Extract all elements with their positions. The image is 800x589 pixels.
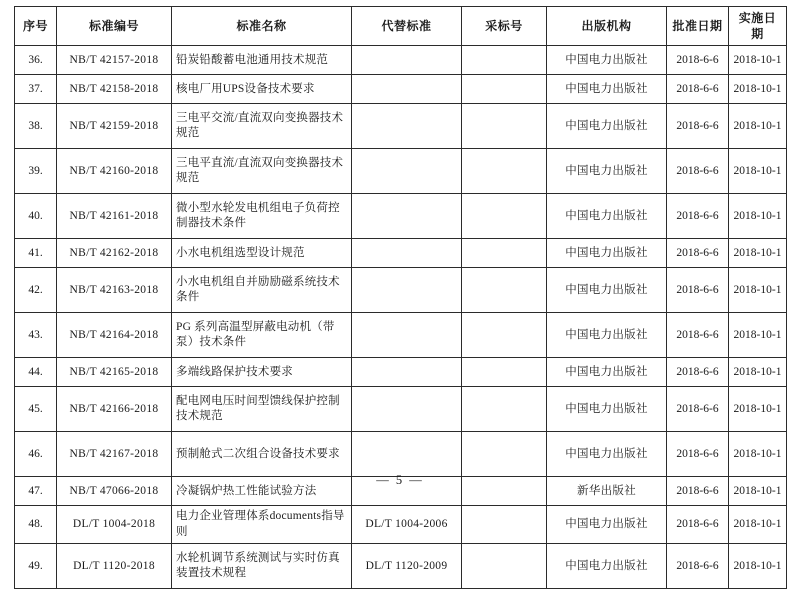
cell-adopt bbox=[462, 387, 547, 432]
column-header-seq: 序号 bbox=[15, 7, 57, 46]
cell-adopt bbox=[462, 313, 547, 358]
cell-name: 预制舱式二次组合设备技术要求 bbox=[172, 432, 352, 477]
column-header-effective: 实施日期 bbox=[729, 7, 787, 46]
cell-code: NB/T 42167-2018 bbox=[57, 432, 172, 477]
cell-code: NB/T 47066-2018 bbox=[57, 477, 172, 506]
cell-name: 小水电机组自并励励磁系统技术条件 bbox=[172, 268, 352, 313]
cell-code: DL/T 1004-2018 bbox=[57, 506, 172, 544]
cell-replace bbox=[352, 387, 462, 432]
cell-approved: 2018-6-6 bbox=[667, 194, 729, 239]
cell-publisher: 中国电力出版社 bbox=[547, 194, 667, 239]
cell-seq: 37. bbox=[15, 75, 57, 104]
cell-adopt bbox=[462, 268, 547, 313]
cell-effective: 2018-10-1 bbox=[729, 75, 787, 104]
cell-replace bbox=[352, 194, 462, 239]
cell-effective: 2018-10-1 bbox=[729, 104, 787, 149]
cell-replace bbox=[352, 75, 462, 104]
cell-replace bbox=[352, 432, 462, 477]
cell-adopt bbox=[462, 194, 547, 239]
table-row bbox=[15, 313, 787, 358]
cell-effective: 2018-10-1 bbox=[729, 149, 787, 194]
cell-effective: 2018-10-1 bbox=[729, 239, 787, 268]
cell-code: NB/T 42159-2018 bbox=[57, 104, 172, 149]
cell-approved: 2018-6-6 bbox=[667, 104, 729, 149]
table-row bbox=[15, 75, 787, 104]
cell-code: NB/T 42164-2018 bbox=[57, 313, 172, 358]
cell-effective: 2018-10-1 bbox=[729, 387, 787, 432]
cell-publisher: 中国电力出版社 bbox=[547, 149, 667, 194]
cell-effective: 2018-10-1 bbox=[729, 194, 787, 239]
cell-adopt bbox=[462, 358, 547, 387]
cell-replace bbox=[352, 358, 462, 387]
column-header-adopt: 采标号 bbox=[462, 7, 547, 46]
cell-code: NB/T 42165-2018 bbox=[57, 358, 172, 387]
cell-approved: 2018-6-6 bbox=[667, 477, 729, 506]
cell-approved: 2018-6-6 bbox=[667, 506, 729, 544]
cell-approved: 2018-6-6 bbox=[667, 268, 729, 313]
cell-replace bbox=[352, 239, 462, 268]
table-row bbox=[15, 544, 787, 589]
column-header-approved: 批准日期 bbox=[667, 7, 729, 46]
cell-approved: 2018-6-6 bbox=[667, 544, 729, 589]
cell-adopt bbox=[462, 149, 547, 194]
cell-name: 三电平交流/直流双向变换器技术规范 bbox=[172, 104, 352, 149]
cell-replace bbox=[352, 104, 462, 149]
cell-effective: 2018-10-1 bbox=[729, 432, 787, 477]
cell-approved: 2018-6-6 bbox=[667, 149, 729, 194]
cell-name: 核电厂用UPS设备技术要求 bbox=[172, 75, 352, 104]
cell-name: 电力企业管理体系documents指导则 bbox=[172, 506, 352, 544]
cell-seq: 46. bbox=[15, 432, 57, 477]
cell-approved: 2018-6-6 bbox=[667, 75, 729, 104]
cell-publisher: 新华出版社 bbox=[547, 477, 667, 506]
cell-name: 三电平直流/直流双向变换器技术规范 bbox=[172, 149, 352, 194]
cell-effective: 2018-10-1 bbox=[729, 544, 787, 589]
cell-seq: 45. bbox=[15, 387, 57, 432]
cell-code: NB/T 42161-2018 bbox=[57, 194, 172, 239]
cell-approved: 2018-6-6 bbox=[667, 387, 729, 432]
table-row bbox=[15, 104, 787, 149]
cell-replace: DL/T 1004-2006 bbox=[352, 506, 462, 544]
table-body bbox=[15, 46, 787, 589]
cell-publisher: 中国电力出版社 bbox=[547, 432, 667, 477]
cell-publisher: 中国电力出版社 bbox=[547, 313, 667, 358]
cell-seq: 41. bbox=[15, 239, 57, 268]
cell-adopt bbox=[462, 506, 547, 544]
cell-replace: DL/T 1120-2009 bbox=[352, 544, 462, 589]
cell-code: NB/T 42166-2018 bbox=[57, 387, 172, 432]
cell-publisher: 中国电力出版社 bbox=[547, 239, 667, 268]
cell-code: NB/T 42163-2018 bbox=[57, 268, 172, 313]
cell-approved: 2018-6-6 bbox=[667, 239, 729, 268]
cell-code: NB/T 42162-2018 bbox=[57, 239, 172, 268]
cell-seq: 43. bbox=[15, 313, 57, 358]
cell-adopt bbox=[462, 104, 547, 149]
cell-adopt bbox=[462, 544, 547, 589]
cell-effective: 2018-10-1 bbox=[729, 46, 787, 75]
cell-name: 小水电机组选型设计规范 bbox=[172, 239, 352, 268]
cell-seq: 38. bbox=[15, 104, 57, 149]
cell-adopt bbox=[462, 432, 547, 477]
cell-approved: 2018-6-6 bbox=[667, 358, 729, 387]
cell-approved: 2018-6-6 bbox=[667, 432, 729, 477]
cell-publisher: 中国电力出版社 bbox=[547, 544, 667, 589]
cell-seq: 47. bbox=[15, 477, 57, 506]
cell-effective: 2018-10-1 bbox=[729, 313, 787, 358]
cell-name: 微小型水轮发电机组电子负荷控制器技术条件 bbox=[172, 194, 352, 239]
cell-adopt bbox=[462, 75, 547, 104]
column-header-replace: 代替标准 bbox=[352, 7, 462, 46]
cell-name: 配电网电压时间型馈线保护控制技术规范 bbox=[172, 387, 352, 432]
table-header-row bbox=[15, 7, 787, 46]
table-row bbox=[15, 268, 787, 313]
cell-publisher: 中国电力出版社 bbox=[547, 104, 667, 149]
cell-code: DL/T 1120-2018 bbox=[57, 544, 172, 589]
cell-name: PG 系列高温型屏蔽电动机（带泵）技术条件 bbox=[172, 313, 352, 358]
cell-name: 铅炭铅酸蓄电池通用技术规范 bbox=[172, 46, 352, 75]
cell-code: NB/T 42158-2018 bbox=[57, 75, 172, 104]
cell-seq: 36. bbox=[15, 46, 57, 75]
cell-effective: 2018-10-1 bbox=[729, 477, 787, 506]
cell-replace bbox=[352, 268, 462, 313]
table-row bbox=[15, 239, 787, 268]
table-row bbox=[15, 194, 787, 239]
cell-seq: 42. bbox=[15, 268, 57, 313]
cell-effective: 2018-10-1 bbox=[729, 358, 787, 387]
cell-name: 冷凝锅炉热工性能试验方法 bbox=[172, 477, 352, 506]
table-row bbox=[15, 506, 787, 544]
cell-code: NB/T 42160-2018 bbox=[57, 149, 172, 194]
table-row bbox=[15, 358, 787, 387]
table-row bbox=[15, 149, 787, 194]
cell-publisher: 中国电力出版社 bbox=[547, 268, 667, 313]
cell-seq: 39. bbox=[15, 149, 57, 194]
cell-seq: 44. bbox=[15, 358, 57, 387]
cell-approved: 2018-6-6 bbox=[667, 313, 729, 358]
cell-name: 水轮机调节系统测试与实时仿真装置技术规程 bbox=[172, 544, 352, 589]
column-header-publisher: 出版机构 bbox=[547, 7, 667, 46]
cell-effective: 2018-10-1 bbox=[729, 506, 787, 544]
cell-effective: 2018-10-1 bbox=[729, 268, 787, 313]
cell-seq: 49. bbox=[15, 544, 57, 589]
cell-replace bbox=[352, 313, 462, 358]
cell-approved: 2018-6-6 bbox=[667, 46, 729, 75]
cell-adopt bbox=[462, 46, 547, 75]
column-header-code: 标准编号 bbox=[57, 7, 172, 46]
table-row bbox=[15, 46, 787, 75]
cell-publisher: 中国电力出版社 bbox=[547, 75, 667, 104]
cell-code: NB/T 42157-2018 bbox=[57, 46, 172, 75]
cell-replace bbox=[352, 149, 462, 194]
page-footer: — 5 — bbox=[376, 473, 424, 487]
cell-publisher: 中国电力出版社 bbox=[547, 387, 667, 432]
cell-adopt bbox=[462, 239, 547, 268]
cell-publisher: 中国电力出版社 bbox=[547, 46, 667, 75]
cell-seq: 48. bbox=[15, 506, 57, 544]
cell-name: 多端线路保护技术要求 bbox=[172, 358, 352, 387]
cell-publisher: 中国电力出版社 bbox=[547, 358, 667, 387]
cell-publisher: 中国电力出版社 bbox=[547, 506, 667, 544]
cell-seq: 40. bbox=[15, 194, 57, 239]
table-head bbox=[15, 7, 787, 46]
table-row bbox=[15, 432, 787, 477]
cell-replace bbox=[352, 46, 462, 75]
column-header-name: 标准名称 bbox=[172, 7, 352, 46]
table-row bbox=[15, 387, 787, 432]
